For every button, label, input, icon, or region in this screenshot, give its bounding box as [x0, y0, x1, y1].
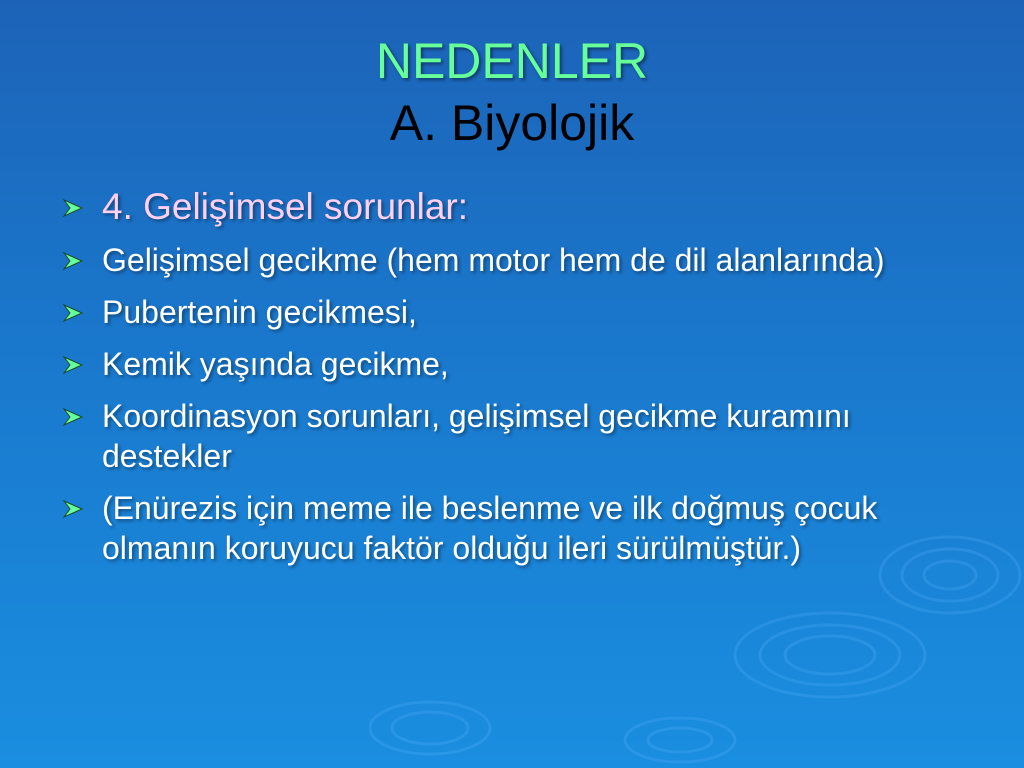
bullet-text: Pubertenin gecikmesi,: [102, 294, 417, 330]
bullet-item: [62, 240, 982, 280]
bullet-text: 4. Gelişimsel sorunlar:: [102, 186, 469, 227]
bullet-list: [62, 184, 982, 580]
bullet-text: Gelişimsel gecikme (hem motor hem de dil alanlarında): [102, 242, 885, 278]
arrow-bullet-icon: [62, 303, 84, 323]
arrow-bullet-icon: [62, 198, 84, 218]
bullet-item: [62, 184, 982, 230]
bullet-text: Koordinasyon sorunları, gelişimsel gecikme kuramını destekler: [102, 398, 851, 474]
arrow-bullet-icon: [62, 251, 84, 271]
arrow-bullet-icon: [62, 355, 84, 375]
arrow-bullet-icon: [62, 499, 84, 519]
bullet-text: (Enürezis için meme ile beslenme ve ilk doğmuş çocuk olmanın koruyucu faktör olduğu ileri sürülmüştür.): [102, 490, 878, 566]
bullet-item: [62, 488, 982, 568]
arrow-bullet-icon: [62, 407, 84, 427]
bullet-text: Kemik yaşında gecikme,: [102, 346, 449, 382]
bullet-item: [62, 396, 982, 476]
bullet-item: [62, 292, 982, 332]
bullet-item: [62, 344, 982, 384]
slide-title: NEDENLER: [375, 33, 649, 89]
slide-subtitle: A. Biyolojik: [389, 95, 635, 151]
slide-title-block: [0, 30, 1024, 154]
